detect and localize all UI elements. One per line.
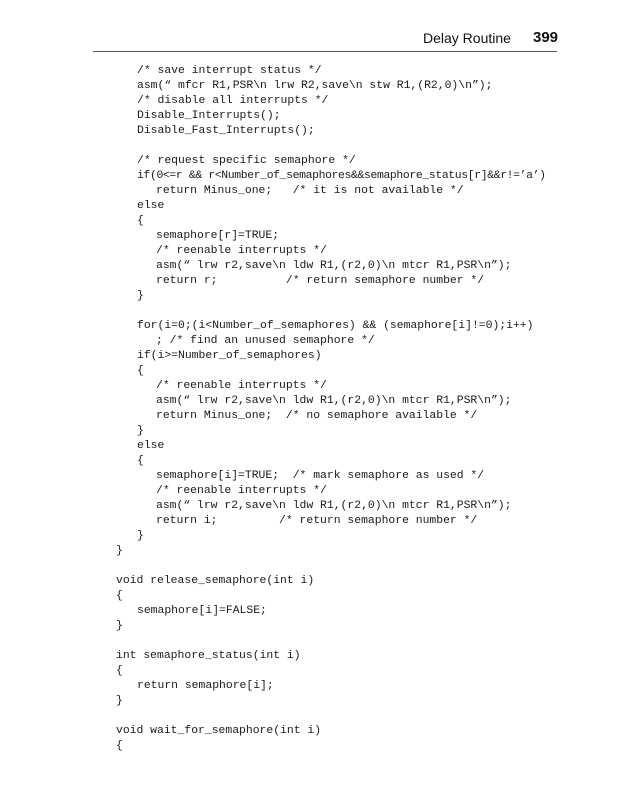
code-line: Disable_Fast_Interrupts(); bbox=[137, 125, 315, 137]
code-line: if(i>=Number_of_semaphores) bbox=[137, 350, 322, 362]
code-line: } bbox=[137, 290, 144, 302]
code-line: void release_semaphore(int i) bbox=[116, 575, 315, 587]
code-line: semaphore[i]=TRUE; /* mark semaphore as used */ bbox=[156, 470, 485, 482]
code-line: { bbox=[116, 665, 123, 677]
page-header bbox=[0, 30, 620, 52]
code-line: { bbox=[137, 455, 144, 467]
code-line: } bbox=[116, 695, 123, 707]
code-line: else bbox=[137, 440, 165, 452]
code-line: asm(“ lrw r2,save\n ldw R1,(r2,0)\n mtcr R1,PSR\n”); bbox=[156, 395, 512, 407]
code-line: ; /* find an unused semaphore */ bbox=[156, 335, 375, 347]
code-line: { bbox=[116, 740, 123, 752]
code-line: { bbox=[137, 365, 144, 377]
running-head-title: Delay Routine bbox=[423, 30, 511, 46]
code-line: /* request specific semaphore */ bbox=[137, 155, 356, 167]
code-line: asm(“ lrw r2,save\n ldw R1,(r2,0)\n mtcr R1,PSR\n”); bbox=[156, 500, 512, 512]
page-number: 399 bbox=[533, 29, 559, 46]
code-line: return r; /* return semaphore number */ bbox=[156, 275, 485, 287]
code-line: { bbox=[116, 590, 123, 602]
code-line: /* reenable interrupts */ bbox=[156, 245, 327, 257]
code-line: asm(“ lrw r2,save\n ldw R1,(r2,0)\n mtcr R1,PSR\n”); bbox=[156, 260, 512, 272]
code-line: semaphore[i]=FALSE; bbox=[137, 605, 267, 617]
code-line: } bbox=[116, 545, 123, 557]
code-line: } bbox=[137, 530, 144, 542]
code-line: void wait_for_semaphore(int i) bbox=[116, 725, 322, 737]
code-line: /* save interrupt status */ bbox=[137, 65, 322, 77]
code-line: for(i=0;(i<Number_of_semaphores) && (semaphore[i]!=0);i++) bbox=[137, 320, 534, 332]
code-line: return Minus_one; /* no semaphore available */ bbox=[156, 410, 478, 422]
code-line: return i; /* return semaphore number */ bbox=[156, 515, 478, 527]
code-line: return Minus_one; /* it is not available */ bbox=[156, 185, 464, 197]
header-divider bbox=[93, 51, 557, 52]
code-line: /* disable all interrupts */ bbox=[137, 95, 329, 107]
code-line: /* reenable interrupts */ bbox=[156, 485, 327, 497]
code-line: } bbox=[137, 425, 144, 437]
code-line: { bbox=[137, 215, 144, 227]
code-line: semaphore[r]=TRUE; bbox=[156, 230, 280, 242]
code-line: Disable_Interrupts(); bbox=[137, 110, 281, 122]
code-line: asm(“ mfcr R1,PSR\n lrw R2,save\n stw R1,(R2,0)\n”); bbox=[137, 80, 493, 92]
code-line: if(0<=r && r<Number_of_semaphores&&semaphore_status[r]&&r!=’a’) bbox=[137, 170, 546, 182]
code-line: return semaphore[i]; bbox=[137, 680, 274, 692]
code-line: else bbox=[137, 200, 165, 212]
code-line: int semaphore_status(int i) bbox=[116, 650, 301, 662]
code-line: /* reenable interrupts */ bbox=[156, 380, 327, 392]
code-line: } bbox=[116, 620, 123, 632]
